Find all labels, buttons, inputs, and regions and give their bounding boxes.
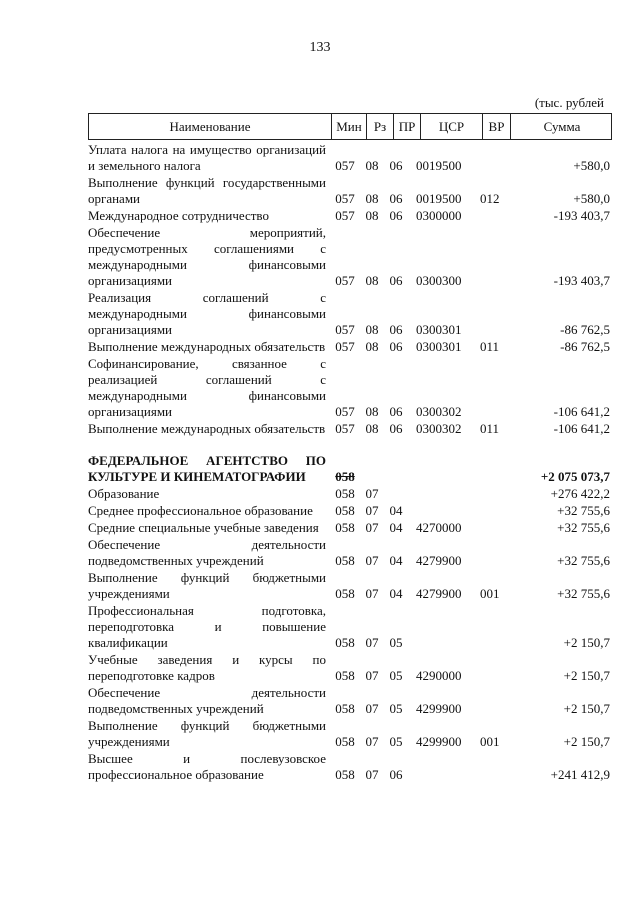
row-name: Обеспечение деятельности подведомственных учреждений <box>88 537 326 568</box>
row-pr: 06 <box>389 158 403 173</box>
row-sum: +2 150,7 <box>563 734 610 749</box>
row-sum: +32 755,6 <box>557 520 610 535</box>
row-sum: +2 075 073,7 <box>540 469 610 484</box>
row-vr: 011 <box>480 339 500 354</box>
table-row <box>88 208 610 224</box>
row-min: 058 <box>335 767 355 782</box>
row-name: ФЕДЕРАЛЬНОЕ АГЕНТСТВО ПО КУЛЬТУРЕ И КИНЕМАТОГРАФИИ <box>88 453 326 484</box>
row-name: Выполнение международных обязательств <box>88 339 326 354</box>
row-name: Обеспечение мероприятий, предусмотренных соглашениями с международными финансовыми организациями <box>88 225 326 288</box>
row-sum: -106 641,2 <box>553 421 610 436</box>
row-csr: 4279900 <box>416 586 462 601</box>
table-row <box>88 718 610 750</box>
table-row <box>88 652 610 684</box>
header-min: Мин <box>331 114 366 139</box>
row-min: 057 <box>335 158 355 173</box>
row-rz: 08 <box>365 273 379 288</box>
row-vr: 001 <box>480 586 500 601</box>
row-vr: 001 <box>480 734 500 749</box>
row-sum: -106 641,2 <box>553 404 610 419</box>
row-pr: 04 <box>389 520 403 535</box>
table-row <box>88 421 610 437</box>
row-sum: +276 422,2 <box>550 486 610 501</box>
row-csr: 0300300 <box>416 273 462 288</box>
row-min: 058 <box>335 503 355 518</box>
row-csr: 4270000 <box>416 520 462 535</box>
row-sum: +2 150,7 <box>563 635 610 650</box>
row-name: Выполнение международных обязательств <box>88 421 326 436</box>
row-pr: 05 <box>389 734 403 749</box>
row-pr: 05 <box>389 668 403 683</box>
row-min: 057 <box>335 208 355 223</box>
row-csr: 0300302 <box>416 421 462 436</box>
table-row <box>88 225 610 289</box>
header-name: Наименование <box>169 118 251 134</box>
table-row <box>88 503 610 519</box>
table-row <box>88 751 610 783</box>
row-min: 058 <box>335 734 355 749</box>
table-row <box>88 603 610 651</box>
row-pr: 06 <box>389 404 403 419</box>
row-rz: 07 <box>365 586 379 601</box>
table-row <box>88 685 610 717</box>
row-name: Учебные заведения и курсы по переподготовке кадров <box>88 652 326 683</box>
row-csr: 0300301 <box>416 322 462 337</box>
row-name: Средние специальные учебные заведения <box>88 520 319 535</box>
row-csr: 0300000 <box>416 208 462 223</box>
row-sum: +2 150,7 <box>563 701 610 716</box>
row-rz: 07 <box>365 520 379 535</box>
row-csr: 0019500 <box>416 158 462 173</box>
row-pr: 06 <box>389 421 403 436</box>
units-label: (тыс. рублей <box>534 95 604 110</box>
row-vr: 011 <box>480 421 500 436</box>
row-rz: 08 <box>365 404 379 419</box>
table-row <box>88 290 610 338</box>
row-csr: 4279900 <box>416 553 462 568</box>
row-name: Реализация соглашений с международными финансовыми организациями <box>88 290 326 337</box>
row-sum: +580,0 <box>573 158 610 173</box>
row-rz: 08 <box>365 322 379 337</box>
row-name: Высшее и послевузовское профессиональное образование <box>88 751 326 782</box>
row-rz: 07 <box>365 734 379 749</box>
row-name: Международное сотрудничество <box>88 208 269 223</box>
row-name: Уплата налога на имущество организаций и земельного налога <box>88 142 326 173</box>
row-name: Выполнение функций бюджетными учреждениями <box>88 718 326 749</box>
row-pr: 05 <box>389 701 403 716</box>
table-row <box>88 537 610 569</box>
header-pr: ПР <box>393 114 420 139</box>
row-sum: -86 762,5 <box>560 322 610 337</box>
row-pr: 04 <box>389 503 403 518</box>
row-min: 058 <box>335 486 355 501</box>
row-rz: 08 <box>365 339 379 354</box>
row-name: Образование <box>88 486 160 501</box>
row-sum: -86 762,5 <box>560 339 610 354</box>
table-row <box>88 356 610 420</box>
row-min: 057 <box>335 421 355 436</box>
row-pr: 06 <box>389 273 403 288</box>
header-vr: ВР <box>482 114 510 139</box>
row-csr: 4290000 <box>416 668 462 683</box>
row-pr: 05 <box>389 635 403 650</box>
table-row <box>88 520 610 536</box>
table-row <box>88 453 610 485</box>
row-sum: +32 755,6 <box>557 503 610 518</box>
row-min: 058 <box>335 469 355 484</box>
row-name: Профессиональная подготовка, переподготовка и повышение квалификации <box>88 603 326 650</box>
row-rz: 07 <box>365 553 379 568</box>
row-min: 058 <box>335 553 355 568</box>
row-name: Среднее профессиональное образование <box>88 503 313 518</box>
row-sum: +32 755,6 <box>557 586 610 601</box>
header-rz: Рз <box>366 114 393 139</box>
header-sum: Сумма <box>510 114 613 139</box>
row-min: 058 <box>335 701 355 716</box>
row-rz: 07 <box>365 635 379 650</box>
row-sum: -193 403,7 <box>553 273 610 288</box>
row-name: Выполнение функций бюджетными учреждениями <box>88 570 326 601</box>
row-rz: 07 <box>365 486 379 501</box>
row-sum: +32 755,6 <box>557 553 610 568</box>
row-sum: +241 412,9 <box>550 767 610 782</box>
row-sum: +2 150,7 <box>563 668 610 683</box>
row-rz: 08 <box>365 191 379 206</box>
table-row <box>88 142 610 174</box>
row-pr: 06 <box>389 339 403 354</box>
table-row <box>88 339 610 355</box>
row-csr: 4299900 <box>416 734 462 749</box>
row-min: 057 <box>335 339 355 354</box>
row-pr: 04 <box>389 586 403 601</box>
row-min: 058 <box>335 520 355 535</box>
table-row <box>88 486 610 502</box>
row-rz: 08 <box>365 158 379 173</box>
header-csr: ЦСР <box>420 114 482 139</box>
row-vr: 012 <box>480 191 500 206</box>
row-csr: 0019500 <box>416 191 462 206</box>
row-min: 058 <box>335 668 355 683</box>
row-sum: -193 403,7 <box>553 208 610 223</box>
row-rz: 07 <box>365 503 379 518</box>
page-number: 133 <box>309 40 331 55</box>
row-min: 058 <box>335 635 355 650</box>
row-sum: +580,0 <box>573 191 610 206</box>
row-name: Софинансирование, связанное с реализацией соглашений с международными финансовыми организациями <box>88 356 326 419</box>
row-rz: 07 <box>365 668 379 683</box>
row-min: 057 <box>335 322 355 337</box>
row-min: 058 <box>335 586 355 601</box>
row-csr: 4299900 <box>416 701 462 716</box>
row-min: 057 <box>335 273 355 288</box>
table-row <box>88 175 610 207</box>
row-rz: 07 <box>365 767 379 782</box>
row-pr: 06 <box>389 208 403 223</box>
row-csr: 0300301 <box>416 339 462 354</box>
row-name: Обеспечение деятельности подведомственных учреждений <box>88 685 326 716</box>
row-min: 057 <box>335 404 355 419</box>
row-rz: 08 <box>365 421 379 436</box>
row-csr: 0300302 <box>416 404 462 419</box>
row-min: 057 <box>335 191 355 206</box>
row-pr: 06 <box>389 322 403 337</box>
row-pr: 04 <box>389 553 403 568</box>
row-pr: 06 <box>389 767 403 782</box>
table-row <box>88 570 610 602</box>
row-rz: 08 <box>365 208 379 223</box>
table-header <box>88 113 612 140</box>
table-body <box>88 142 610 784</box>
row-name: Выполнение функций государственными органами <box>88 175 326 206</box>
row-rz: 07 <box>365 701 379 716</box>
row-pr: 06 <box>389 191 403 206</box>
